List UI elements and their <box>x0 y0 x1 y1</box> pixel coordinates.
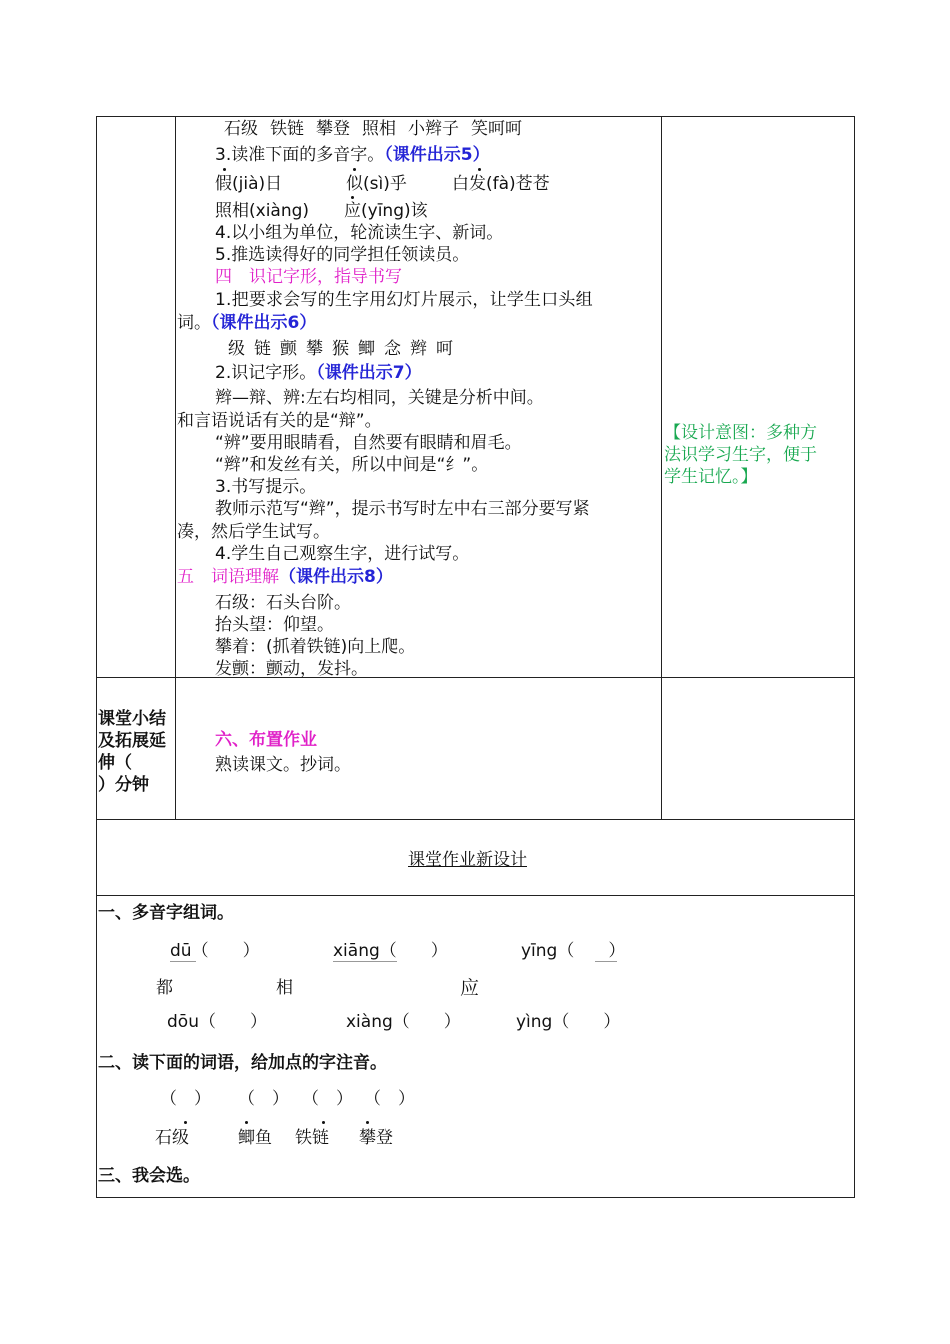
emphasis-dot <box>478 168 481 171</box>
emphasis-dot <box>351 196 354 199</box>
pinyin-blank: yīng（ ） <box>521 941 626 961</box>
col-divider-left <box>175 116 176 819</box>
base-char: 应 <box>460 977 480 999</box>
meaning-2: 抬头望：仰望。 <box>215 615 334 635</box>
pinyin-blank: dū（ ） <box>170 941 260 961</box>
courseware-tag-5: （课件出示5） <box>384 145 490 165</box>
design-note-line: 法识学习生字，便于 <box>664 445 817 465</box>
summary-label-line: 及拓展延 <box>98 731 166 751</box>
glyph-note-2: 和言语说话有关的是“辩”。 <box>177 411 382 431</box>
design-note-line: 【设计意图：多种方 <box>664 423 817 443</box>
polyphone-item: 白发(fà)苍苍 <box>452 174 550 194</box>
summary-label-line: 课堂小结 <box>98 709 166 729</box>
vocab-word: 石级 <box>155 1128 189 1148</box>
step-5-text: 5.推选读得好的同学担任领读员。 <box>215 245 470 265</box>
polyphone-item: 似(sì)乎 <box>346 174 407 194</box>
pinyin-blank: xiàng（ ） <box>346 1012 461 1032</box>
summary-label-line: 伸（ <box>98 753 132 773</box>
table-frame <box>96 116 855 1198</box>
homework-text: 熟读课文。抄词。 <box>215 755 351 775</box>
step-3-polyphones: 3.读准下面的多音字。（课件出示5） <box>215 145 490 165</box>
glyph-note-1: 辫—辩、辨:左右均相同，关键是分析中间。 <box>215 388 544 408</box>
question-1: 一、多音字组词。 <box>98 903 234 923</box>
phonetic-paren: （ ） <box>302 1089 353 1109</box>
char-list: 级 链 颤 攀 猴 鲫 念 辫 呵 <box>228 339 453 359</box>
section-4-heading: 四 识记字形，指导书写 <box>215 267 402 287</box>
polyphone-item: 假(jià)日 <box>215 174 283 194</box>
base-char: 相 <box>276 978 293 998</box>
emphasis-dot <box>184 1121 187 1124</box>
summary-label-line: ）分钟 <box>98 775 149 795</box>
design-note-line: 学生记忆。】 <box>664 467 758 487</box>
emphasis-dot <box>223 168 226 171</box>
row-divider-3 <box>96 895 855 896</box>
row-divider-1 <box>96 677 855 678</box>
write-step-3: 3.书写提示。 <box>215 477 317 497</box>
homework-title: 课堂作业新设计 <box>408 850 527 870</box>
vocab-word: 铁链 <box>295 1128 329 1148</box>
polyphone-item: 照相(xiàng) <box>215 201 310 221</box>
emphasis-dot <box>366 1121 369 1124</box>
answer-line <box>333 961 397 962</box>
write-step-2: 2.识记字形。（课件出示7） <box>215 363 422 383</box>
courseware-tag-6: （课件出示6） <box>211 313 317 333</box>
section-6-heading: 六、布置作业 <box>215 730 317 750</box>
section-5-heading: 五 词语理解（课件出示8） <box>177 567 393 587</box>
pinyin-blank: xiāng（ ） <box>333 941 448 961</box>
meaning-4: 发颤：颤动，发抖。 <box>215 659 368 679</box>
polyphone-item: 应(yīng)该 <box>344 201 428 221</box>
glyph-note-3: “辨”要用眼睛看，自然要有眼睛和眉毛。 <box>215 433 522 453</box>
phonetic-paren: （ ） <box>364 1089 415 1109</box>
courseware-tag-8: （课件出示8） <box>279 567 393 587</box>
phonetic-paren: （ ） <box>160 1089 211 1109</box>
courseware-tag-7: （课件出示7） <box>316 363 422 383</box>
step-4-text: 4.以小组为单位，轮流读生字、新词。 <box>215 223 504 243</box>
emphasis-dot <box>353 168 356 171</box>
answer-line <box>595 961 617 962</box>
write-step-4: 4.学生自己观察生字，进行试写。 <box>215 544 470 564</box>
meaning-3: 攀着：(抓着铁链)向上爬。 <box>215 637 416 657</box>
row-divider-2 <box>96 819 855 820</box>
write-step-3-detail: 教师示范写“辫”，提示书写时左中右三部分要写紧 <box>215 499 590 519</box>
vocab-line: 石级 铁链 攀登 照相 小辫子 笑呵呵 <box>224 119 522 139</box>
pinyin-blank: dōu（ ） <box>167 1012 267 1032</box>
pinyin-blank: yìng（ ） <box>516 1012 621 1032</box>
emphasis-dot <box>245 1121 248 1124</box>
emphasis-dot <box>322 1121 325 1124</box>
glyph-note-4: “辫”和发丝有关，所以中间是“纟”。 <box>215 455 489 475</box>
vocab-word: 鲫鱼 <box>238 1128 272 1148</box>
write-step-3-detail-cont: 凑，然后学生试写。 <box>177 522 330 542</box>
write-step-1: 1.把要求会写的生字用幻灯片展示，让学生口头组 <box>215 290 593 310</box>
answer-line <box>170 961 196 962</box>
phonetic-paren: （ ） <box>238 1089 289 1109</box>
col-divider-right <box>661 116 662 819</box>
vocab-word: 攀登 <box>359 1128 393 1148</box>
base-char: 都 <box>156 978 173 998</box>
meaning-1: 石级：石头台阶。 <box>215 593 351 613</box>
question-2: 二、读下面的词语，给加点的字注音。 <box>98 1053 387 1073</box>
question-3: 三、我会选。 <box>98 1166 200 1186</box>
write-step-1-cont: 词。（课件出示6） <box>177 313 317 333</box>
